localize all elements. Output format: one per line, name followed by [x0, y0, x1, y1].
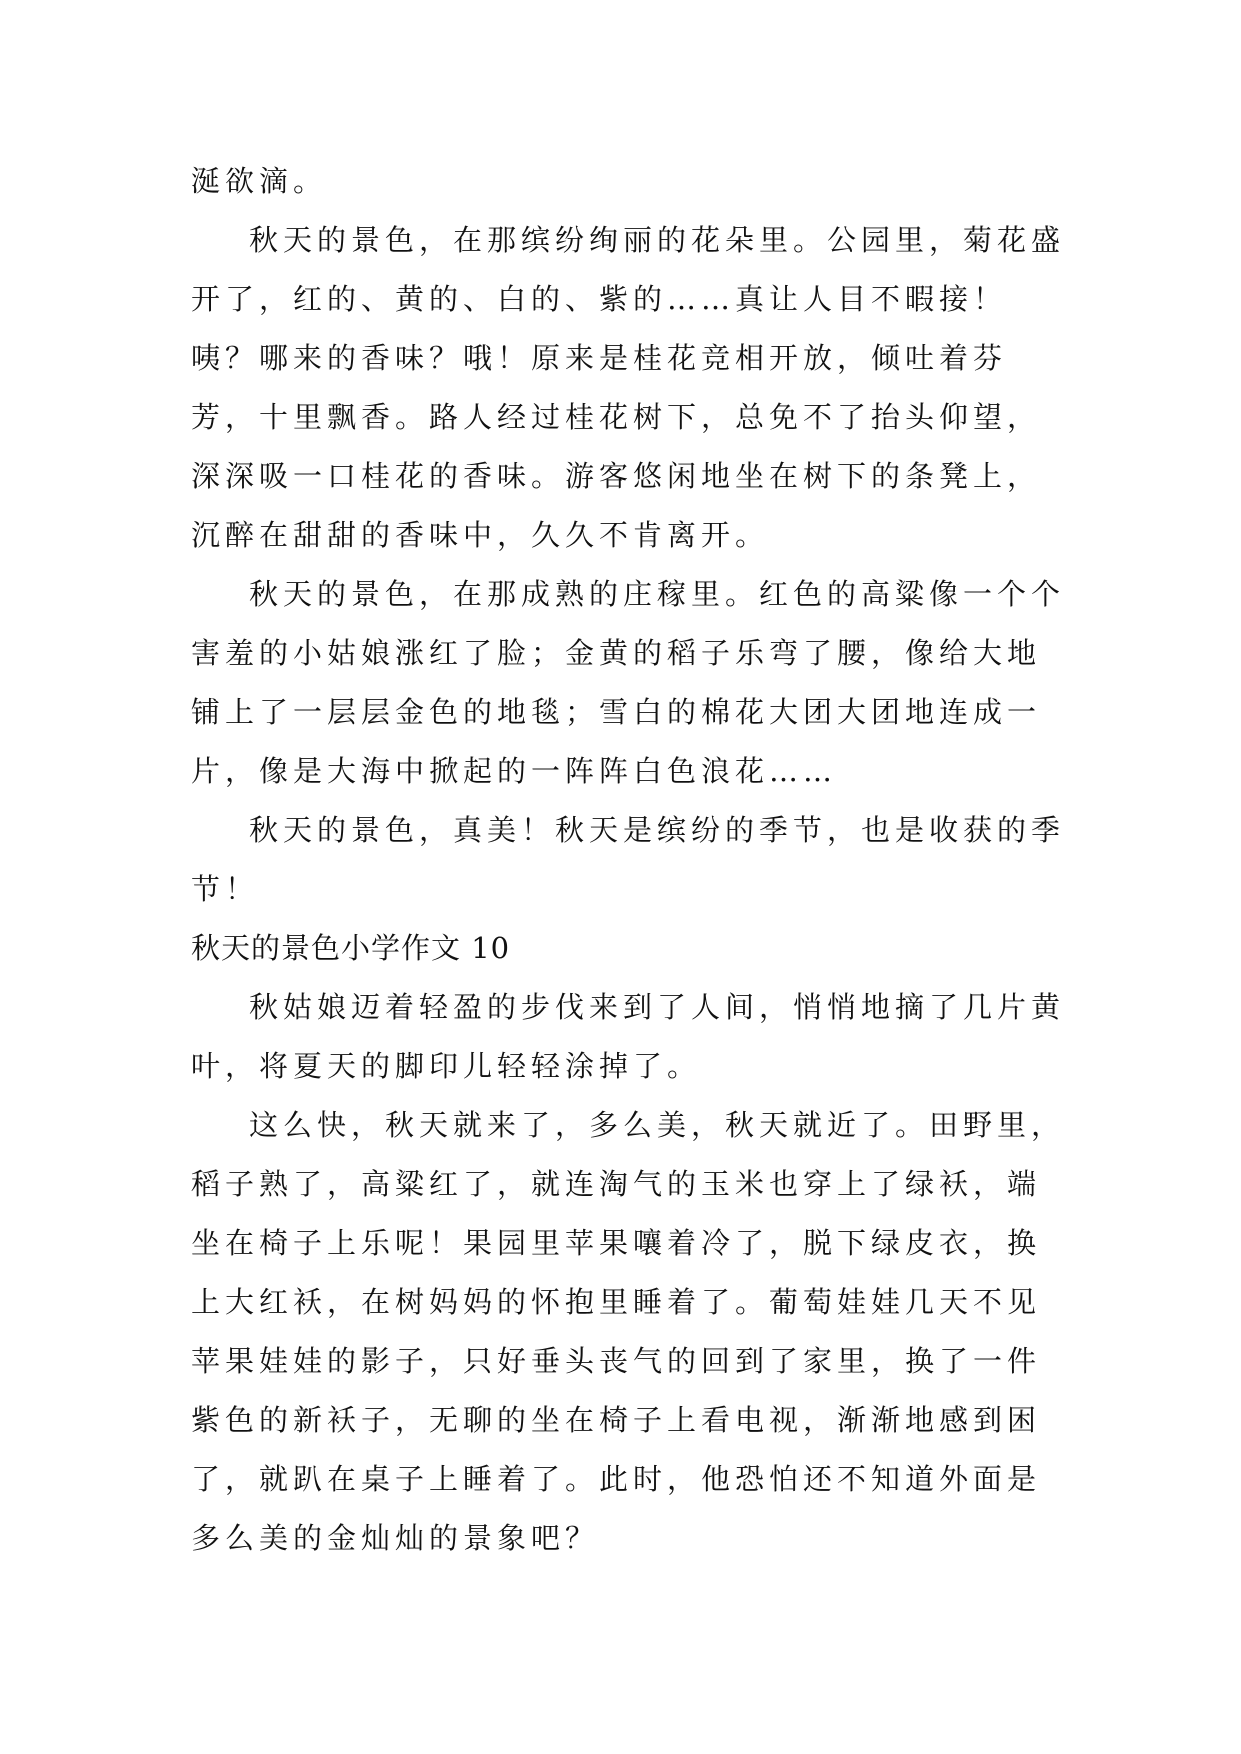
- paragraph-crops: 秋天的景色，在那成熟的庄稼里。红色的高粱像一个个害羞的小姑娘涨红了脸；金黄的稻子乐弯了腰，像给大地铺上了一层层金色的地毯；雪白的棉花大团大团地连成一片，像是大海中掀起的一阵阵白色浪花……: [191, 577, 1066, 788]
- paragraph-conclusion: 秋天的景色，真美！秋天是缤纷的季节，也是收获的季节！: [191, 813, 1066, 906]
- paragraph-autumn-girl: 秋姑娘迈着轻盈的步伐来到了人间，悄悄地摘了几片黄叶，将夏天的脚印儿轻轻涂掉了。: [191, 990, 1066, 1083]
- essay-title: 秋天的景色小学作文 10: [191, 931, 511, 965]
- paragraph-flowers: 秋天的景色，在那缤纷绚丽的花朵里。公园里，菊花盛开了，红的、黄的、白的、紫的……真让人目不暇接！咦？哪来的香味？哦！原来是桂花竞相开放，倾吐着芬芳，十里飘香。路人经过桂花树下，总免不了抬头仰望，深深吸一口桂花的香味。游客悠闲地坐在树下的条凳上，沉醉在甜甜的香味中，久久不肯离开。: [191, 223, 1066, 552]
- paragraph-autumn-scene: 这么快，秋天就来了，多么美，秋天就近了。田野里，稻子熟了，高粱红了，就连淘气的玉米也穿上了绿袄，端坐在椅子上乐呢！果园里苹果嚷着冷了，脱下绿皮衣，换上大红袄，在树妈妈的怀抱里睡着了。葡萄娃娃几天不见苹果娃娃的影子，只好垂头丧气的回到了家里，换了一件紫色的新袄子，无聊的坐在椅子上看电视，渐渐地感到困了，就趴在桌子上睡着了。此时，他恐怕还不知道外面是多么美的金灿灿的景象吧？: [191, 1108, 1066, 1555]
- document-body: [191, 152, 1071, 1568]
- paragraph-continuation: 涎欲滴。: [191, 164, 328, 198]
